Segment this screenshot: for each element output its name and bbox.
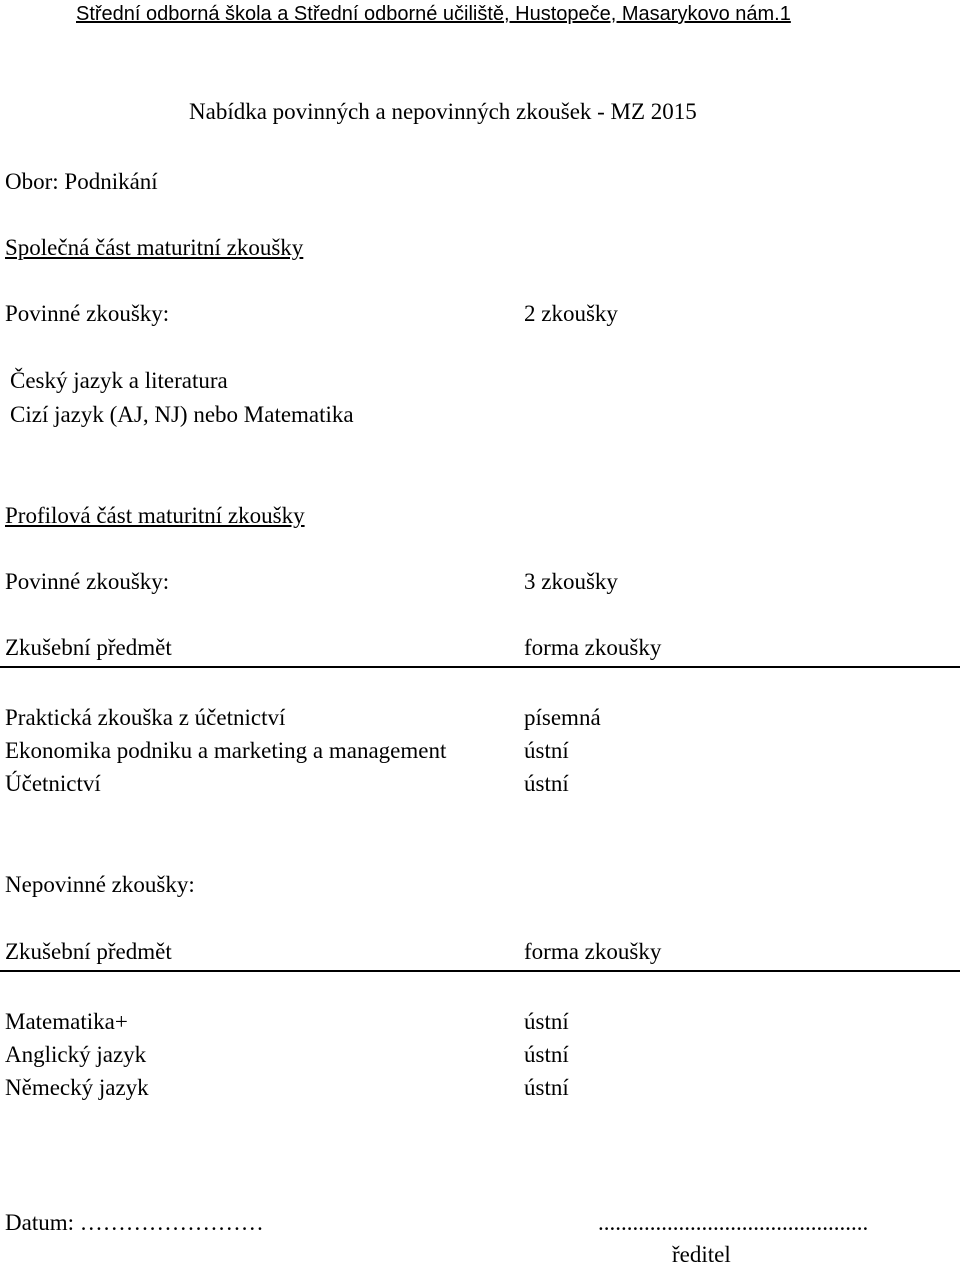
optional-row-form: ústní [524,1075,569,1100]
signature-label: ředitel [672,1242,731,1267]
school-header: Střední odborná škola a Střední odborné učiliště, Hustopeče, Masarykovo nám.1 [76,3,791,25]
optional-column-form: forma zkoušky [524,939,662,964]
profile-column-form: forma zkoušky [524,635,662,660]
profile-required-count: 3 zkoušky [524,569,618,594]
profile-row-subject: Ekonomika podniku a marketing a management [5,738,447,763]
optional-label: Nepovinné zkoušky: [5,872,195,897]
common-part-heading: Společná část maturitní zkoušky [5,235,304,260]
profile-required-label: Povinné zkoušky: [5,569,170,594]
optional-row-form: ústní [524,1009,569,1034]
optional-row-subject: Anglický jazyk [5,1042,147,1067]
profile-row-form: písemná [524,705,601,730]
profile-row-form: ústní [524,738,569,763]
profile-column-subject: Zkušební předmět [5,635,172,660]
optional-table-divider [0,970,960,972]
profile-row-subject: Praktická zkouška z účetnictví [5,705,286,730]
optional-row-form: ústní [524,1042,569,1067]
field-of-study: Obor: Podnikání [5,169,158,194]
page-title: Nabídka povinných a nepovinných zkoušek - MZ 2015 [189,99,697,124]
profile-table-divider [0,666,960,668]
common-required-count: 2 zkoušky [524,301,618,326]
common-subject: Český jazyk a literatura [10,368,228,393]
date-field: Datum: …………………… [5,1210,264,1235]
signature-line: ............................................... [598,1210,869,1235]
profile-row-subject: Účetnictví [5,771,101,796]
optional-row-subject: Německý jazyk [5,1075,149,1100]
profile-part-heading: Profilová část maturitní zkoušky [5,503,305,528]
optional-row-subject: Matematika+ [5,1009,128,1034]
common-subject: Cizí jazyk (AJ, NJ) nebo Matematika [10,402,354,427]
common-required-label: Povinné zkoušky: [5,301,170,326]
optional-column-subject: Zkušební předmět [5,939,172,964]
profile-row-form: ústní [524,771,569,796]
